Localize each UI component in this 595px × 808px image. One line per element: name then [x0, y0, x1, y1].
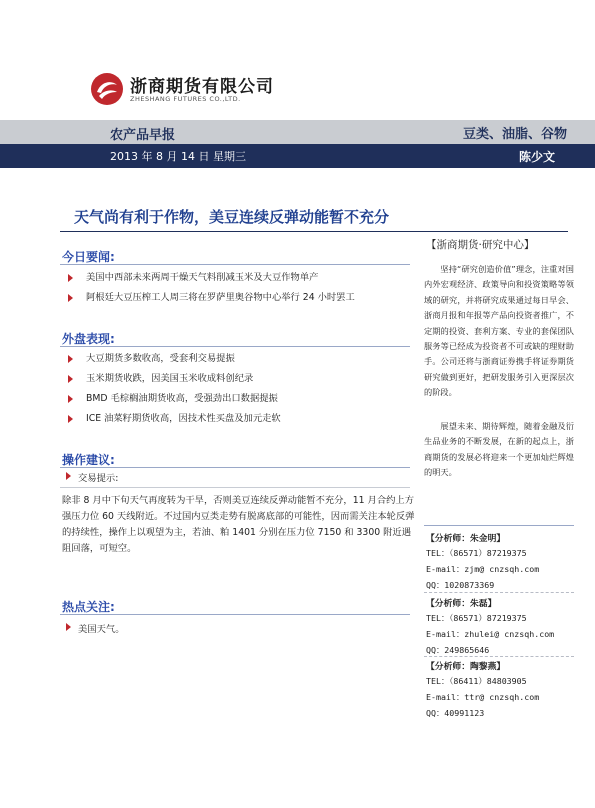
analyst-2-name: 【分析师：朱磊】	[426, 599, 497, 609]
bullet-triangle-icon	[68, 375, 73, 383]
list-item: 美国中西部未来两周干燥天气料削减玉米及大豆作物单产	[66, 268, 416, 288]
hot-topic-item: 美国天气。	[60, 617, 410, 637]
section-heading-today: 今日要闻:	[62, 250, 115, 264]
bullet-triangle-icon	[68, 415, 73, 423]
bullet-triangle-icon	[68, 294, 73, 302]
headline-divider	[60, 231, 568, 232]
section-divider-today	[60, 264, 410, 265]
sidebar-divider	[424, 525, 574, 526]
analyst-2-qq: QQ：249865646	[426, 645, 490, 655]
report-author: 陈少文	[518, 150, 555, 164]
section-heading-advice: 操作建议:	[62, 453, 115, 467]
analyst-3-name: 【分析师：陶黎燕】	[426, 662, 506, 672]
sidebar-outlook: 展望未来、期待辉煌，随着金融及衍生品业务的不断发展，在新的起点上，浙商期货的发展必将迎来一个更加灿烂辉煌的明天。	[424, 421, 574, 478]
report-categories: 豆类、油脂、谷物	[462, 127, 567, 142]
bullet-triangle-icon	[68, 395, 73, 403]
list-item: BMD 毛棕榈油期货收高，受强劲出口数据提振	[66, 389, 416, 409]
external-market-list	[66, 349, 416, 429]
bullet-triangle-icon	[68, 274, 73, 282]
section-heading-hot: 热点关注:	[62, 600, 115, 614]
section-heading-external: 外盘表现:	[62, 332, 115, 346]
analyst-2-email: E-mail：zhulei@ cnzsqh.com	[426, 629, 555, 639]
bullet-triangle-icon	[66, 472, 71, 480]
sidebar-intro: 坚持“研究创造价值”理念，注重对国内外宏观经济、政策导向和投资策略等领域的研究，并将研究成果通过每日早会、浙商月报和年报等产品向投资者推广，不定期的投资、套利方案、专业的套保团队服务等已经成为投资者不可或缺的理财助手。公司还将与浙商证券携手将证券期货研究做到更好，把研发服务引入更深层次的阶段。	[424, 264, 574, 398]
trading-tip-label: 交易提示:	[60, 466, 410, 486]
analyst-1-tel: TEL：（86571）87219375	[426, 548, 527, 558]
analyst-2-tel: TEL：（86571）87219375	[426, 613, 527, 623]
report-date: 2013 年 8 月 14 日 星期三	[110, 150, 246, 163]
company-logo-icon	[90, 72, 124, 106]
header-band-navy	[0, 144, 595, 168]
company-name-cn: 浙商期货有限公司	[130, 77, 274, 97]
bullet-triangle-icon	[68, 355, 73, 363]
list-item: 玉米期货收跌，因美国玉米收成料创纪录	[66, 369, 416, 389]
sidebar-title: 【浙商期货·研究中心】	[426, 239, 535, 251]
company-name-en: ZHESHANG FUTURES CO.,LTD.	[130, 95, 241, 103]
analyst-divider	[424, 656, 574, 657]
company-logo	[90, 70, 274, 110]
report-headline: 天气尚有利于作物，美豆连续反弹动能暂不充分	[74, 208, 390, 226]
list-item: ICE 油菜籽期货收高，因技术性买盘及加元走软	[66, 409, 416, 429]
list-item: 大豆期货多数收高，受套利交易提振	[66, 349, 416, 369]
report-type: 农产品早报	[110, 128, 176, 143]
analyst-1-email: E-mail：zjm@ cnzsqh.com	[426, 564, 540, 574]
analyst-1-qq: QQ：1020873369	[426, 580, 495, 590]
advice-body: 除非 8 月中下旬天气再度转为干旱，否则美豆连续反弹动能暂不充分，11 月合约上方强压力位 60 天线附近。不过国内豆类走势有脱离底部的可能性，因而需关注本轮反弹的持续性，操作上以观望为主，若油、粕 1401 分别在压力位 7150 和 3300 附近遇阻回落，可短空。	[62, 495, 415, 554]
advice-divider	[60, 487, 410, 488]
analyst-divider	[424, 592, 574, 593]
bullet-triangle-icon	[66, 623, 71, 631]
list-item: 阿根廷大豆压榨工人周三将在罗萨里奥谷物中心举行 24 小时罢工	[66, 288, 416, 308]
analyst-3-tel: TEL：（86411）84803905	[426, 676, 527, 686]
today-news-list	[66, 268, 416, 308]
section-divider-external	[60, 346, 410, 347]
section-divider-hot	[60, 614, 410, 615]
analyst-3-email: E-mail：ttr@ cnzsqh.com	[426, 692, 540, 702]
analyst-3-qq: QQ：40991123	[426, 708, 485, 718]
analyst-1-name: 【分析师：朱金明】	[426, 534, 506, 544]
